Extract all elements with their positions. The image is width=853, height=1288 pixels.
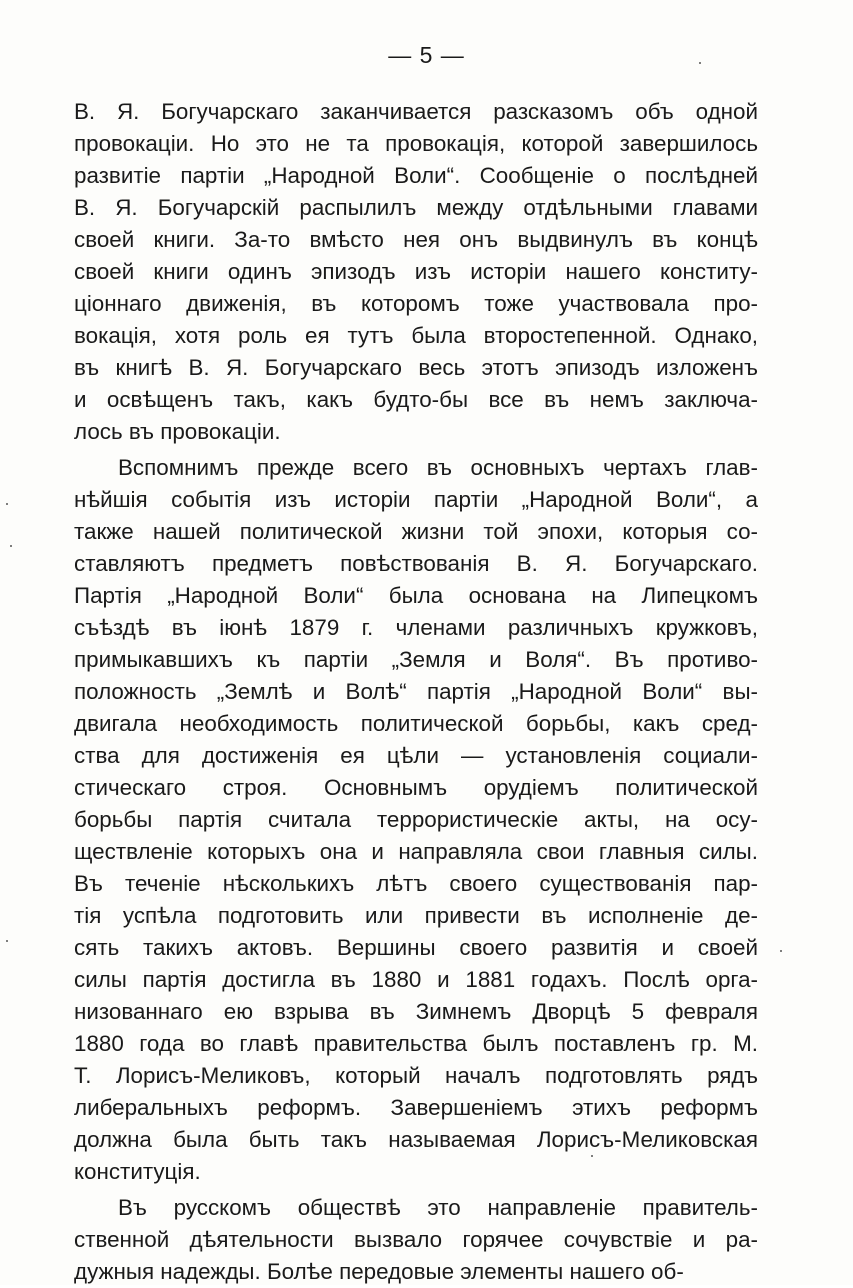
scan-speck — [780, 950, 782, 952]
scan-speck — [6, 503, 8, 505]
text-line: ціоннаго движенія, въ которомъ тоже участвовала про- — [74, 291, 758, 316]
text-line: положность „Землѣ и Волѣ“ партія „Народной Воли“ вы- — [74, 679, 758, 704]
text-line: силы партія достигла въ 1880 и 1881 годахъ. Послѣ орга- — [74, 967, 758, 992]
text-line: въ книгѣ В. Я. Богучарскаго весь этотъ эпизодъ изложенъ — [74, 355, 758, 380]
text-line: провокаціи. Но это не та провокація, которой завершилось — [74, 131, 758, 156]
text-line: борьбы партія считала террористическіе акты, на осу- — [74, 807, 758, 832]
text-line: примыкавшихъ къ партіи „Земля и Воля“. Въ противо- — [74, 647, 758, 672]
scan-speck — [591, 1155, 593, 1157]
text-line: ставляютъ предметъ повѣствованія В. Я. Богучарскаго. — [74, 551, 758, 576]
text-line: вокація, хотя роль ея тутъ была второстепенной. Однако, — [74, 323, 758, 348]
text-line: своей книги одинъ эпизодъ изъ исторіи нашего конститу- — [74, 259, 758, 284]
scan-speck — [10, 545, 12, 547]
text-line: дужныя надежды. Болѣе передовые элементы нашего об- — [74, 1259, 684, 1284]
text-line: В. Я. Богучарскій распылилъ между отдѣльными главами — [74, 195, 758, 220]
text-line: двигала необходимость политической борьбы, какъ сред- — [74, 711, 758, 736]
text-line: своей книги. За-то вмѣсто нея онъ выдвинулъ въ концѣ — [74, 227, 758, 252]
text-line: конституція. — [74, 1159, 201, 1184]
text-line: В. Я. Богучарскаго заканчивается разсказомъ объ одной — [74, 99, 758, 124]
text-line: нѣйшія событія изъ исторіи партіи „Народной Воли“, а — [74, 487, 758, 512]
scan-speck — [6, 940, 8, 942]
text-line: тія успѣла подготовить или привести въ исполненіе де- — [74, 903, 758, 928]
text-line: Партія „Народной Воли“ была основана на Липецкомъ — [74, 583, 758, 608]
scan-speck — [699, 62, 701, 64]
text-line: лось въ провокаціи. — [74, 419, 281, 444]
paragraph — [74, 96, 758, 448]
text-line: развитіе партіи „Народной Воли“. Сообщеніе о послѣдней — [74, 163, 758, 188]
text-line: 1880 года во главѣ правительства былъ поставленъ гр. М. — [74, 1031, 758, 1056]
paragraph — [74, 452, 758, 1188]
text-line: либеральныхъ реформъ. Завершеніемъ этихъ реформъ — [74, 1095, 758, 1120]
text-line: Вспомнимъ прежде всего въ основныхъ чертахъ глав- — [118, 455, 758, 480]
text-line: низованнаго ею взрыва въ Зимнемъ Дворцѣ 5 февраля — [74, 999, 758, 1024]
text-line: и освѣщенъ такъ, какъ будто-бы все въ немъ заключа- — [74, 387, 758, 412]
body-text — [74, 96, 758, 1288]
text-line: стическаго строя. Основнымъ орудіемъ политической — [74, 775, 758, 800]
text-line: Т. Лорисъ-Меликовъ, который началъ подготовлять рядъ — [74, 1063, 758, 1088]
text-line: Въ теченіе нѣсколькихъ лѣтъ своего существованія пар- — [74, 871, 758, 896]
text-line: сять такихъ актовъ. Вершины своего развитія и своей — [74, 935, 758, 960]
paragraph — [74, 1192, 758, 1288]
text-line: ства для достиженія ея цѣли — установленія социали- — [74, 743, 758, 768]
text-line: должна была быть такъ называемая Лорисъ-Меликовская — [74, 1127, 758, 1152]
text-line: ществленіе которыхъ она и направляла свои главныя силы. — [74, 839, 758, 864]
text-line: ственной дѣятельности вызвало горячее сочувствіе и ра- — [74, 1227, 758, 1252]
page-number: — 5 — — [388, 42, 465, 68]
text-line: Въ русскомъ обществѣ это направленіе правитель- — [118, 1195, 758, 1220]
text-line: съѣздѣ въ іюнѣ 1879 г. членами различныхъ кружковъ, — [74, 615, 758, 640]
text-line: также нашей политической жизни той эпохи, которыя со- — [74, 519, 758, 544]
